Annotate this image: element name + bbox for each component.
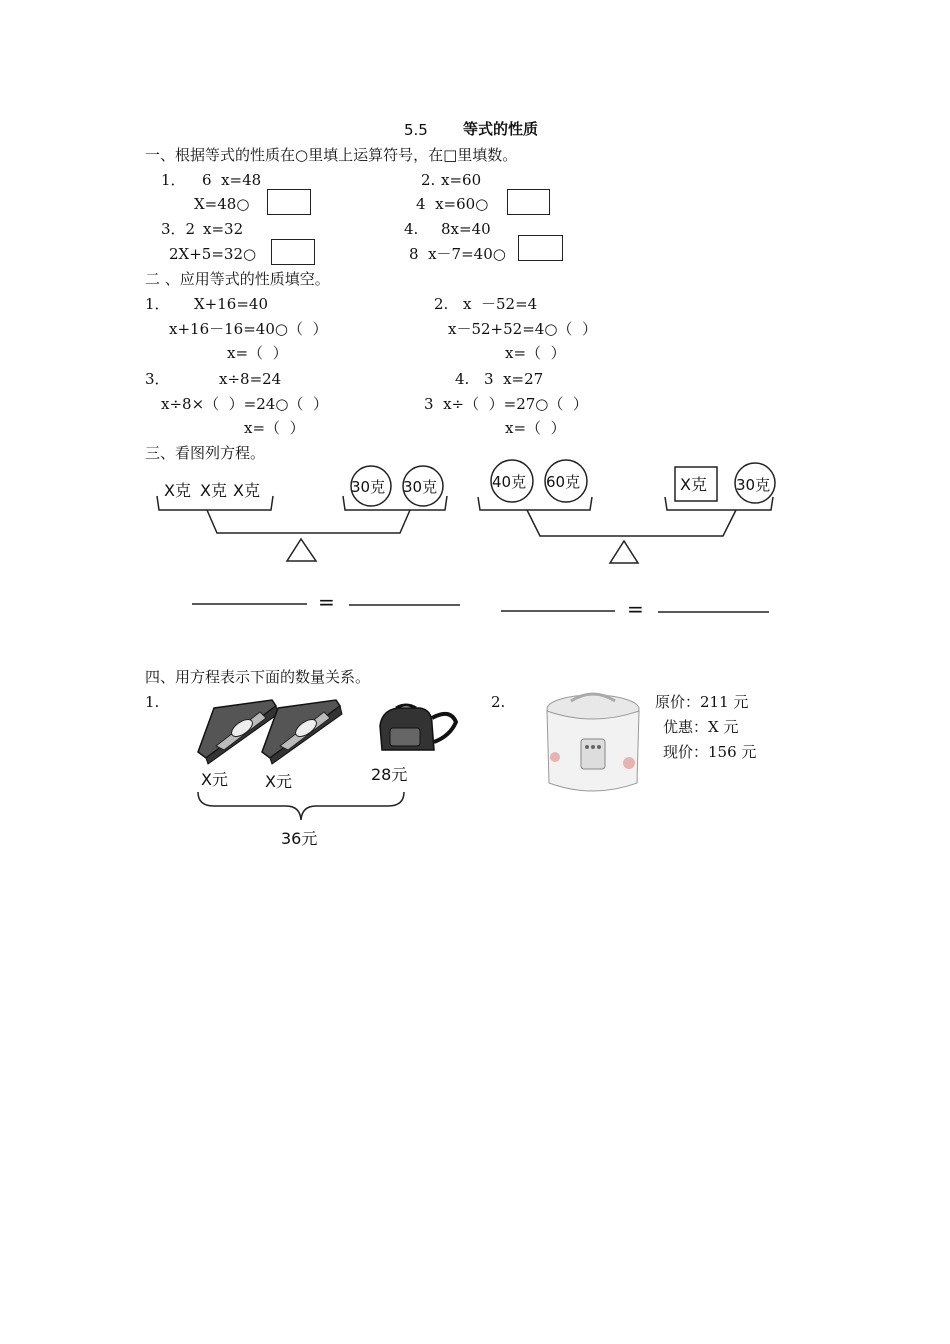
scale2-x-block-label: X克: [680, 475, 707, 494]
s2-p3-equation: x÷8=24: [219, 370, 282, 388]
scale1-right-weight-2-label: 30克: [403, 478, 438, 496]
s1-p1-equation: 6 x=48: [202, 171, 262, 189]
section1-heading: 一、根据等式的性质在○里填上运算符号，在□里填数。: [145, 146, 518, 164]
s1-p1-number: 1．: [161, 171, 186, 189]
scale1-beam: [207, 510, 410, 533]
s1-p2-work: 4 x=60○: [416, 195, 489, 213]
s1-p3-answer-box[interactable]: [271, 239, 315, 265]
total-brace: [198, 792, 404, 820]
s2-p2-equation: x －52=4: [463, 295, 538, 313]
s1-p3-number: 3．2: [161, 220, 196, 238]
scale2-right-weight-label: 30克: [736, 476, 771, 494]
eq2-equals-sign: =: [627, 597, 644, 621]
s2-p4-answer: x=（ ）: [505, 419, 566, 437]
scale2-right-pan: [665, 497, 773, 510]
section4-heading: 四、用方程表示下面的数量关系。: [145, 668, 371, 686]
s2-p1-step: x+16－16=40○（ ）: [169, 320, 328, 338]
s1-p4-work: 8 x－7=40○: [409, 245, 506, 263]
s2-p3-answer: x=（ ）: [244, 419, 305, 437]
s2-p1-equation: X+16=40: [194, 295, 268, 313]
s1-p2-number: 2.: [421, 171, 436, 189]
scale1-right-pan: [343, 496, 447, 510]
pencil-case-2-icon: [262, 700, 342, 764]
scale2-left-weight-2-label: 60克: [546, 473, 581, 491]
scale2-left-pan: [478, 497, 592, 510]
scale1-fulcrum-icon: [287, 539, 316, 561]
s1-p1-work: X=48○: [194, 195, 250, 213]
pencil-case-1-icon: [198, 700, 278, 764]
scale2-beam: [527, 510, 736, 536]
backpack-price: 28元: [371, 765, 408, 784]
rice-cooker-image: [547, 694, 639, 791]
s1-p3-work: 2X+5=32○: [169, 245, 257, 263]
s1-p1-answer-box[interactable]: [267, 189, 311, 215]
s2-p2-step: x－52+52=4○（ ）: [448, 320, 597, 338]
original-price: 原价：211 元: [655, 693, 749, 711]
scale2-left-weight-1-label: 40克: [492, 473, 527, 491]
eq1-equals-sign: =: [318, 590, 335, 614]
s4-p1-number: 1.: [145, 693, 160, 711]
section3-heading: 三、看图列方程。: [145, 444, 266, 462]
s2-p1-number: 1．: [145, 295, 170, 313]
s2-p4-step: 3 x÷（ ）=27○（ ）: [424, 395, 588, 413]
discount: 优惠：X 元: [663, 718, 739, 736]
s2-p2-answer: x=（ ）: [505, 344, 566, 362]
s1-p3-equation: x=32: [203, 220, 244, 238]
pencil-case-1-price: X元: [201, 770, 228, 789]
s2-p2-number: 2.: [434, 295, 449, 313]
pencil-case-2-price: X元: [265, 772, 292, 791]
s1-p4-answer-box[interactable]: [518, 235, 563, 261]
s2-p3-number: 3．: [145, 370, 170, 388]
s4-p2-number: 2.: [491, 693, 506, 711]
section2-heading: 二 、应用等式的性质填空。: [145, 270, 330, 288]
s2-p3-step: x÷8×（ ）=24○（ ）: [161, 395, 328, 413]
current-price: 现价：156 元: [663, 743, 757, 761]
s2-p1-answer: x=（ ）: [227, 344, 288, 362]
s1-p2-equation: x=60: [441, 171, 482, 189]
scale1-left-weight-3: X克: [233, 481, 260, 500]
scale1-left-weight-2: X克: [200, 481, 227, 500]
s1-p4-equation: 8x=40: [441, 220, 491, 238]
s1-p2-answer-box[interactable]: [507, 189, 550, 215]
scale2-fulcrum-icon: [610, 541, 638, 563]
s2-p4-equation: 3 x=27: [484, 370, 544, 388]
scale1-right-weight-1-label: 30克: [351, 478, 386, 496]
page-title: 等式的性质: [463, 120, 539, 138]
scale1-left-weight-1: X克: [164, 481, 191, 500]
s2-p4-number: 4.: [455, 370, 470, 388]
title-number: 5.5: [404, 121, 428, 139]
total-price: 36元: [281, 829, 318, 848]
s1-p4-number: 4.: [404, 220, 419, 238]
backpack-icon: [380, 705, 456, 750]
